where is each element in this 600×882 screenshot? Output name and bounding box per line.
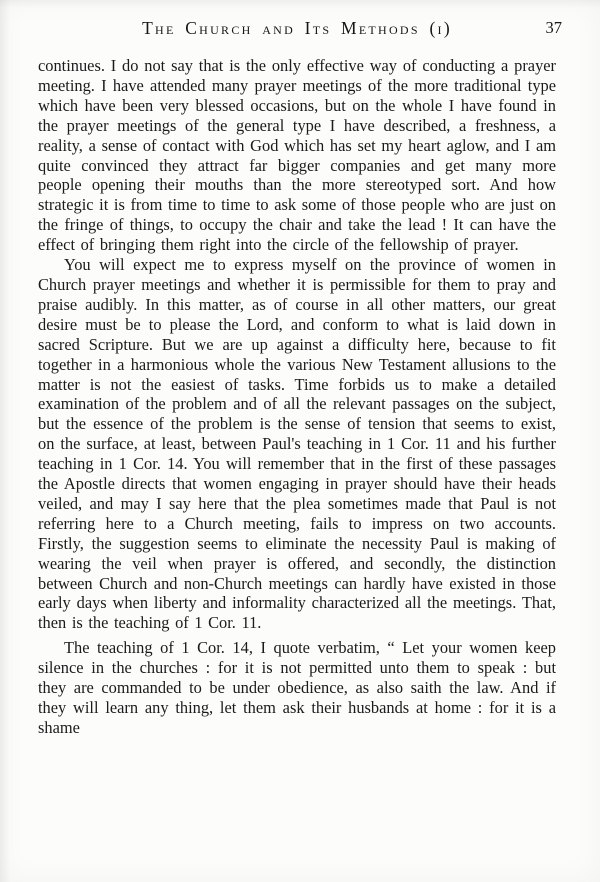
page-number: 37 — [545, 18, 562, 37]
paragraph: You will expect me to express myself on the province of women in Church prayer meetings and whether it is permissible for them to pray and praise audibly. In this matter, as of course in all other matters, our great desire must be to please the Lord, and conform to what is laid down in sacred Scripture. But we are up against a difficulty here, because to fit together in a harmonious whole the various New Testament allusions to the matter is not the easiest of tasks. Time forbids us to make a detailed examination of the problem and of all the relevant passages on the subject, but the essence of the problem is the sense of tension that seems to exist, on the surface, at least, between Paul's teaching in 1 Cor. 11 and his further teaching in 1 Cor. 14. You will remember that in the first of these passages the Apostle directs that women engaging in prayer should have their heads veiled, and may I say here that the plea sometimes made that Paul is not referring here to a Church meeting, fails to impress on two accounts. Firstly, the suggestion seems to eliminate the necessity Paul is making of wearing the veil when prayer is offered, and secondly, the distinction between Church and non-Church meetings can hardly have existed in those early days when liberty and informality characterized all the meetings. That, then is the teaching of 1 Cor. 11. — [38, 255, 556, 633]
chapter-running-title: The Church and Its Methods (i) — [142, 18, 452, 38]
scan-edge-shading — [0, 0, 600, 8]
page-body — [38, 56, 556, 738]
scan-edge-shading — [0, 0, 10, 882]
running-head — [38, 18, 562, 44]
paragraph-continued: continues. I do not say that is the only effective way of conducting a prayer meeting. I have attended many prayer meetings of the more traditional type which have been very blessed occasions, but on the whole I have found in the prayer meetings of the general type I have described, a freshness, a reality, a sense of contact with God which has set my heart aglow, and I am quite convinced they attract far bigger companies and get many more people opening their mouths than the more stereotyped sort. And how strategic it is from time to time to ask some of those people who are just on the fringe of things, to occupy the chair and take the lead ! It can have the effect of bringing them right into the circle of the fellowship of prayer. — [38, 56, 556, 255]
paragraph: The teaching of 1 Cor. 14, I quote verbatim, “ Let your women keep silence in the churches : for it is not permitted unto them to speak : but they are commanded to be under obedience, as also saith the law. And if they will learn any thing, let them ask their husbands at home : for it is a shame — [38, 638, 556, 737]
